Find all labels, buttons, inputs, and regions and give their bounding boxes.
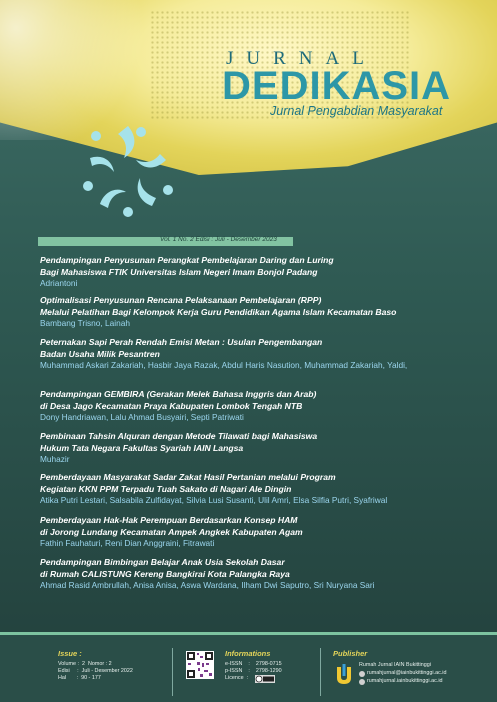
article-title-line: di Rumah CALISTUNG Kereng Bangkirai Kota Palangka Raya <box>40 569 290 579</box>
article-7[interactable] <box>40 514 480 548</box>
article-authors: Ahmad Rasid Ambrullah, Anisa Anisa, Aswa Wardana, Ilham Dwi Saputro, Sri Nuryana Sari <box>40 580 375 590</box>
journal-subtitle: Jurnal Pengabdian Masyarakat <box>270 104 443 118</box>
info-heading: Informations <box>225 649 271 658</box>
article-title-line: Badan Usaha Milik Pesantren <box>40 349 160 359</box>
article-title-line: Hukum Tata Negara Fakultas Syariah IAIN Langsa <box>40 443 244 453</box>
footer-separator <box>172 648 173 696</box>
article-4[interactable] <box>40 388 480 422</box>
article-title-line: Bagi Mahasiswa FTIK Universitas Islam Negeri Imam Bonjol Padang <box>40 267 318 277</box>
publisher-heading: Publisher <box>333 649 368 658</box>
article-authors: Muhammad Askari Zakariah, Hasbir Jaya Razak, Abdul Haris Nasution, Muhammad Zakariah, Yaldi, <box>40 360 408 370</box>
article-title-line: Kegiatan KKN PPM Terpadu Tuah Sakato di Nagari Ale Dingin <box>40 484 292 494</box>
article-authors: Atika Putri Lestari, Salsabila Zulfidayat, Silvia Lusi Susanti, Ulil Amri, Elsa Silfia Putri, Syafriwal <box>40 495 388 505</box>
publisher-name: Rumah Jurnal IAIN Bukittinggi <box>359 662 431 668</box>
journal-logo-icon <box>78 118 178 218</box>
issue-details: Volume : 2 Nomor : 2 Edisi : Juli - Desember 2022 Hal : 90 - 177 <box>58 661 133 681</box>
article-1[interactable] <box>40 254 480 288</box>
article-title-line: Pendampingan Penyusunan Perangkat Pembelajaran Daring dan Luring <box>40 255 334 265</box>
article-2[interactable] <box>40 294 480 328</box>
article-authors: Dony Handriawan, Lalu Ahmad Busyairi, Septi Patriwati <box>40 412 244 422</box>
article-3[interactable] <box>40 336 480 370</box>
article-title-line: Pemberdayaan Masyarakat Sadar Zakat Hasil Pertanian melalui Program <box>40 472 336 482</box>
article-authors: Muhazir <box>40 454 70 464</box>
qr-code-icon[interactable] <box>186 651 214 679</box>
creative-commons-icon <box>255 675 275 683</box>
article-title-line: Pemberdayaan Hak-Hak Perempuan Berdasarkan Konsep HAM <box>40 515 298 525</box>
article-title-line: di Desa Jago Kecamatan Praya Kabupaten Lombok Tengah NTB <box>40 401 303 411</box>
article-title-line: Peternakan Sapi Perah Rendah Emisi Metan : Usulan Pengembangan <box>40 337 323 347</box>
web-icon <box>359 679 365 685</box>
article-title-line: Pembinaan Tahsin Alquran dengan Metode Tilawati bagi Mahasiswa <box>40 431 318 441</box>
issue-heading: Issue : <box>58 649 82 658</box>
article-title-line: Melalui Pelatihan Bagi Kelompok Kerja Guru Pendidikan Agama Islam Kecamatan Baso <box>40 307 397 317</box>
article-8[interactable] <box>40 556 480 590</box>
article-6[interactable] <box>40 471 480 505</box>
article-authors: Fathin Fauhaturi, Reni Dian Anggraini, Fitrawati <box>40 538 215 548</box>
article-authors: Adriantoni <box>40 278 78 288</box>
journal-title: DEDIKASIA <box>222 64 452 108</box>
article-title-line: Pendampingan GEMBIRA (Gerakan Melek Bahasa Inggris dan Arab) <box>40 389 317 399</box>
footer-separator <box>320 648 321 696</box>
info-details: e-ISSN : 2798-0715 p-ISSN : 2798-1290 Licence : <box>225 661 282 681</box>
volume-info: Vol. 1 No. 2 Edisi : Juli - Desember 2023 <box>160 236 277 243</box>
publisher-website[interactable]: rumahjurnal.iainbukittinggi.ac.id <box>367 678 443 684</box>
jurnal-label: JURNAL <box>226 48 377 69</box>
publisher-email[interactable]: rumahjurnal@iainbukittinggi.ac.id <box>367 670 447 676</box>
email-icon <box>359 671 365 677</box>
article-title-line: Optimalisasi Penyusunan Rencana Pelaksanaan Pembelajaran (RPP) <box>40 295 322 305</box>
publisher-logo-icon <box>334 664 354 686</box>
article-5[interactable] <box>40 430 480 464</box>
article-authors: Bambang Trisno, Lainah <box>40 318 130 328</box>
article-title-line: Pendampingan Bimbingan Belajar Anak Usia Sekolah Dasar <box>40 557 285 567</box>
article-title-line: di Jorong Lundang Kecamatan Ampek Angkek Kabupaten Agam <box>40 527 303 537</box>
